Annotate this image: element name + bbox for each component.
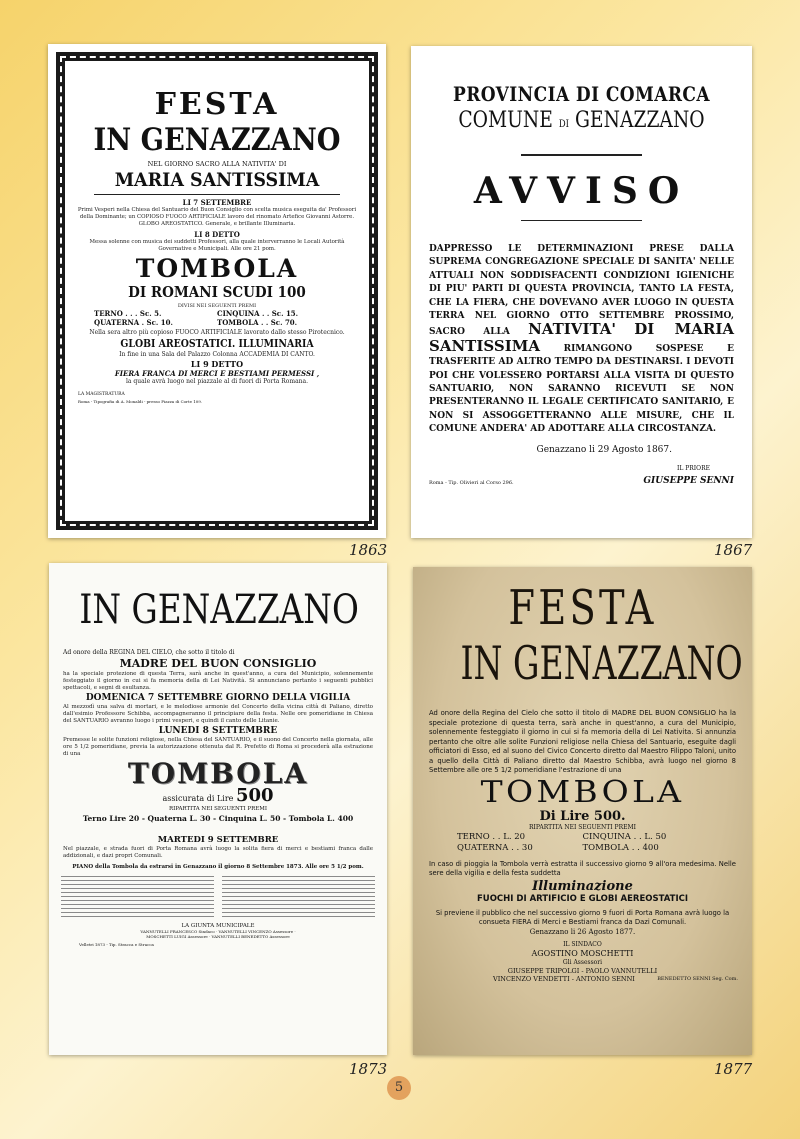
prize-row: QUATERNA . . 30 xyxy=(457,842,533,853)
year-1867: 1867 xyxy=(714,541,753,559)
poster-1877-fiera: Si previene il pubblico che nel successivo giorno 9 fuori di Porta Romana avrà luogo la consueta FIERA di Merci e Bestiami franca da Dazi Comunali. xyxy=(435,908,730,926)
poster-1873-line3: Al mezzodì una salva di mortari, e le melodiose armonie del Concerto della vicina città di Paliano, diretto dall'esimio Professore Schibba, accompagneranno il principiare della festa. Nelle ore pomeridiane in Chiesa del SANTUARIO avranno luogo i primi vesperi, e quindi il canto delle Litanie. xyxy=(63,704,373,724)
poster-1863-fiera: FIERA FRANCA DI MERCI E BESTIAMI PERMESSI , xyxy=(114,369,320,378)
prize-row: TERNO . . L. 20 xyxy=(457,831,526,842)
year-1877: 1877 xyxy=(714,1060,753,1078)
poster-1863-text5: la quale avrà luogo nel piazzale al di fuori di Porta Romana. xyxy=(125,378,309,385)
poster-1873-assicurata: assicurata di Lire 500 xyxy=(162,785,274,806)
poster-1863-prizes xyxy=(74,309,360,327)
poster-1867-date: Genazzano li 29 Agosto 1867. xyxy=(536,444,672,455)
poster-1873-rules xyxy=(49,873,387,919)
prize-row: CINQUINA . . Sc. 15. xyxy=(217,309,299,318)
poster-1877-assessori-names1: GIUSEPPE TRIPOLGI - PAOLO VANNUTELLI xyxy=(507,966,658,975)
poster-1877-assessori-names2: VINCENZO VENDETTI - ANTONIO SENNI BENEDETTO SENNI Seg. Com. xyxy=(493,974,738,983)
divider xyxy=(521,220,642,221)
poster-1873-line4: Premesse le solite funzioni religiose, nella Chiesa del SANTUARIO, e il suono del Concerto nella giornata, alle ore 5 1/2 pomeridiane, previa la autorizzazione ottenuta dal R. Prefetto di Roma si procederà alla estrazione di una xyxy=(63,737,373,757)
poster-1877-fuochi: FUOCHI DI ARTIFICIO E GLOBI AEREOSTATICI xyxy=(476,893,689,904)
poster-1863-printer: Roma - Tipografia di A. Monaldi - presso Piazza di Corte 109. xyxy=(78,398,203,404)
page-number: 5 xyxy=(387,1076,411,1100)
poster-1877-assessori: Gli Assessori xyxy=(562,958,603,966)
poster-1873-domenica: DOMENICA 7 SETTEMBRE GIORNO DELLA VIGILIA xyxy=(85,693,351,703)
poster-1877-tombola: TOMBOLA xyxy=(480,774,685,810)
poster-1863-title1: FESTA xyxy=(154,87,280,122)
poster-1877-sindaco: IL SINDACO xyxy=(563,940,602,948)
poster-1863-text4: In fine in una Sala del Palazzo Colonna ACCADEMIA DI CANTO. xyxy=(119,350,315,358)
poster-1863-globi: GLOBI AREOSTATICI. ILLUMINARIA xyxy=(120,336,314,350)
poster-1863-text3: Nella sera altro più copioso FUOCO ARTIFICIALE lavorato dallo stesso Pirotecnico. xyxy=(89,329,345,336)
poster-1873-giunta-names: VANNUTELLI FRANCESCO Sindaco · VANNUTELLI VINCENZO Assessore · MOSCHETTI LUIGI Assessore · VANNUTELLI BENEDETTO Assessore xyxy=(140,929,296,939)
poster-1873-lunedi: LUNEDI 8 SETTEMBRE xyxy=(158,726,278,736)
prize-row: CINQUINA . . L. 50 xyxy=(582,831,667,842)
poster-1863 xyxy=(48,44,386,538)
poster-1863-subtitle: NEL GIORNO SACRO ALLA NATIVITA' DI xyxy=(147,160,287,168)
poster-1877-dilire: Di Lire 500. xyxy=(539,808,626,824)
poster-1873-line1: Ad onore della REGINA DEL CIELO, che sotto il titolo di xyxy=(63,649,235,656)
divider xyxy=(521,154,642,156)
prize-row: TOMBOLA . . Sc. 70. xyxy=(217,318,298,327)
poster-1863-magistratura: LA MAGISTRATURA xyxy=(78,391,125,397)
poster-1863-date1: LI 7 SETTEMBRE xyxy=(182,198,252,207)
divider xyxy=(94,194,340,195)
poster-1873-footer: Velletri 1873 - Tip. Stracca e Stracca xyxy=(79,942,154,947)
poster-1863-prize: DI ROMANI SCUDI 100 xyxy=(128,283,306,301)
poster-1867-printer: Roma - Tip. Olivieri al Corso 296. xyxy=(429,479,514,486)
prize-row: TERNO . . . Sc. 5. xyxy=(94,309,162,318)
poster-1877-sindaco-name: AGOSTINO MOSCHETTI xyxy=(531,948,634,958)
prize-row: TOMBOLA . . 400 xyxy=(582,842,659,853)
poster-1877-ripartita: RIPARTITA NEI SEGUENTI PREMI xyxy=(528,823,636,831)
poster-1873-premi: Terno Lire 20 - Quaterna L. 30 - Cinquina L. 50 - Tombola L. 400 xyxy=(82,814,354,823)
poster-1867 xyxy=(411,46,752,538)
poster-1873-piano: PIANO della Tombola da estrarsi in Genazzano il giorno 8 Settembre 1873. Alle ore 5 1/2 pom. xyxy=(72,864,364,870)
poster-1863-date3: LI 9 DETTO xyxy=(190,359,244,369)
poster-1877-title2: IN GENAZZANO xyxy=(460,636,743,690)
poster-1867-body: DAPPRESSO LE DETERMINAZIONI PRESE DALLA SUPREMA CONGREGAZIONE SPECIALE DI SANITA' NELLE ATTUALI NON SODDISFACENTI CONDIZIONI IGIENICHE DI PIU' PARTI DI QUESTA PROVINCIA, TANTO LA FESTA, CHE LA FIERA, CHE DOVEVANO AVER LUOGO IN QUESTA TERRA NEL GIORNO OTTO SETTEMBRE PROSSIMO, SACRO ALLA NATIVITA' DI MARIA SANTISSIMA RIMANGONO SOSPESE E TRASFERITE AD ALTRO TEMPO DA DESTINARSI. I DEVOTI POI CHE VOLESSERO PORTARSI ALLA VISITA DI QUESTO SANTUARIO, NON SARANNO RICEVUTI SE NON PRESENTERANNO IL LEGALE CERTIFICATO SANITARIO, E NON SI ASSOGGETTERANNO ALLE MISURE, CHE IL COMUNE ANDERA' AD ADOTTARE ALLA CIRCOSTANZA. xyxy=(429,244,735,435)
poster-1863-title3: MARIA SANTISSIMA xyxy=(114,169,320,191)
poster-1863-footer xyxy=(74,392,360,397)
poster-1867-line1: PROVINCIA DI COMARCA xyxy=(452,82,710,106)
poster-1873-martedi: MARTEDI 9 SETTEMBRE xyxy=(157,835,279,845)
poster-1867-bottom xyxy=(411,476,752,486)
poster-1867-priore: IL PRIORE xyxy=(676,464,710,472)
poster-1867-line2: COMUNE DI GENAZZANO xyxy=(458,108,705,133)
poster-1877-title1: FESTA xyxy=(508,580,657,636)
poster-1877-rain: In caso di pioggia la Tombola verrà estratta il successivo giorno 9 all'ora medesima. Nelle sere della vigilia e della festa suddetta xyxy=(429,859,736,877)
rules-column-left xyxy=(61,873,214,919)
prize-row: QUATERNA . Sc. 10. xyxy=(94,318,173,327)
poster-1863-prizes-intro: DIVISI NEI SEGUENTI PREMI xyxy=(177,303,257,309)
poster-1877-date: Genazzano li 26 Agosto 1877. xyxy=(529,927,636,936)
poster-1863-text2: Messa solenne con musica dei suddetti Professori, alla quale interverranno le Locali Autorità Governative e Municipali. Alle ore 21 pom. xyxy=(89,239,345,252)
poster-1877-body1: Ad onore della Regina del Cielo che sotto il titolo di MADRE DEL BUON CONSIGLIO ha la speciale protezione di questa terra, sarà anche in quest'anno, a cura del Municipio, solennemente festeggiato il giorno in cui si fa memoria della di Lei Nativita. Si annunzia pertanto che oltre alle solite Funzioni religiose nella Chiesa del Santuario, eseguite dagli officiatori di Esso, ed al suono del Civico Concerto diretto dal Maestro Filippo Taloni, unito a quello della Città di Paliano diretto dal Maestro Schibba, avrà luogo nel giorno 8 Settembre alle ore 5 1/2 pomeridiane l'estrazione di una xyxy=(429,709,736,774)
poster-1873-giunta: LA GIUNTA MUNICIPALE xyxy=(181,923,255,929)
poster-1863-text1: Primi Vesperi nella Chiesa del Santuario del Buon Consiglio con scelta musica eseguita da' Professori della Dominante; un COPIOSO FUOCO ARTIFICIALE lavoro del rinomato Artefice Giovanni Astorre. GLOBO AREOSTATICO. Generale, e brillante Illuminaria. xyxy=(77,207,357,227)
poster-1867-name: GIUSEPPE SENNI xyxy=(643,475,734,486)
poster-1873-line2: ha la speciale protezione di questa Terra, sarà anche in quest'anno, a cura del Municipio, solennemente festeggiato il giorno in cui si fa memoria della di Lei Natività. Si annunciano pertanto i seguenti pubblici spettacoli, e segni di esultanza. xyxy=(63,671,373,691)
year-1863: 1863 xyxy=(349,541,388,559)
poster-1877-illum: Illuminazione xyxy=(532,878,633,894)
poster-1877 xyxy=(413,567,752,1055)
poster-1873-madre: MADRE DEL BUON CONSIGLIO xyxy=(119,657,317,670)
poster-1873-tombola: TOMBOLA xyxy=(127,757,309,790)
poster-1877-prizes xyxy=(413,832,752,854)
poster-1867-avviso: AVVISO xyxy=(473,170,690,212)
poster-1863-date2: LI 8 DETTO xyxy=(194,230,240,239)
year-1873: 1873 xyxy=(349,1060,388,1078)
poster-1873 xyxy=(49,563,387,1055)
poster-1873-ripartita: RIPARTITA NEI SEGUENTI PREMI xyxy=(168,806,268,812)
poster-1863-title2: IN GENAZZANO xyxy=(93,122,341,158)
poster-1873-line5: Nel piazzale, e strada fuori di Porta Romana avrà luogo la solita fiera di merci e bestiami franca dalle addizionali, e dazi propri Comunali. xyxy=(63,846,373,859)
rules-column-right xyxy=(222,873,375,919)
poster-1873-title: IN GENAZZANO xyxy=(79,587,359,633)
poster-1863-tombola: TOMBOLA xyxy=(135,254,299,283)
